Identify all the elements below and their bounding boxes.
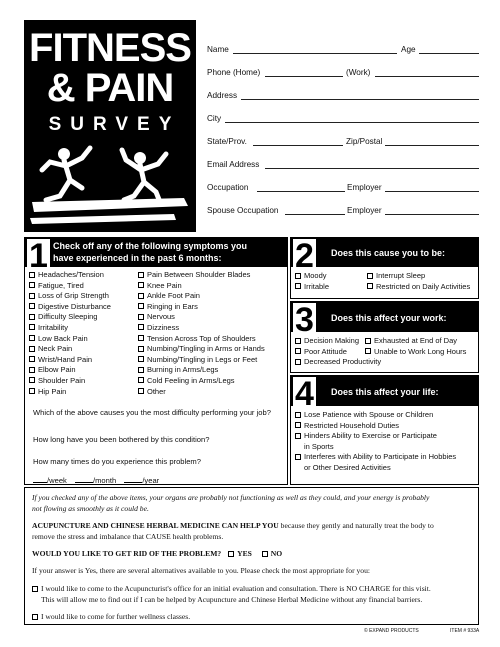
runners-illustration [24,140,196,232]
life-item: Restricted Household Duties [295,421,456,432]
checkbox[interactable] [367,283,373,289]
logo-title-fitness: FITNESS [29,26,191,70]
checkbox[interactable] [138,377,144,383]
address-row [207,90,479,102]
checkbox[interactable] [295,273,301,279]
section-2-header [291,237,478,275]
state-row [207,136,479,148]
checkbox[interactable] [138,367,144,373]
address-field[interactable] [241,99,479,100]
section-1-title-line1: Check off any of the following symptoms you [53,241,248,251]
acupuncture-offer-box [24,487,479,625]
symptom-item: Headaches/Tension [29,270,111,281]
logo-title-survey: SURVEY [48,114,181,135]
symptom-item: Numbing/Tingling in Arms or Hands [138,344,265,355]
checkbox[interactable] [29,356,35,362]
life-item: Interferes with Ability to Participate in Hobbies [295,452,456,463]
checkbox[interactable] [138,356,144,362]
symptom-item: Difficulty Sleeping [29,312,111,323]
checkbox[interactable] [295,359,301,365]
checkbox[interactable] [29,388,35,394]
section-1-symptoms [24,237,288,485]
life-item-continued: in Sports [304,441,334,451]
checkbox[interactable] [295,454,301,460]
spouse-employer-field[interactable] [385,214,479,215]
symptom-item: Other [138,387,265,398]
week-label: /week [47,476,67,485]
symptom-item: Cold Feeling in Arms/Legs [138,376,265,387]
mood-list-col2 [367,271,470,292]
city-row [207,113,479,125]
section-3-work [290,301,479,373]
work-row-2: Poor Attitude Unable to Work Long Hours [295,347,466,358]
symptom-item: Knee Pain [138,281,265,292]
consultation-checkbox[interactable] [32,586,38,592]
year-label: /year [142,476,160,485]
checkbox[interactable] [295,338,301,344]
city-field[interactable] [225,122,479,123]
checkbox[interactable] [367,273,373,279]
checkbox[interactable] [295,433,301,439]
survey-logo [24,20,196,232]
checkbox[interactable] [295,348,301,354]
life-item-continued: or Other Desired Activities [304,462,391,472]
checkbox[interactable] [138,324,144,330]
section-2-number: 2 [295,237,314,275]
spouse-occupation-label: Spouse Occupation [207,206,279,215]
checkbox[interactable] [29,335,35,341]
question-how-many: How many times do you experience this problem? [33,457,201,466]
section-4-header [291,375,478,413]
occupation-row [207,182,479,194]
checkbox[interactable] [138,282,144,288]
checkbox[interactable] [138,303,144,309]
month-label: /month [92,476,117,485]
no-checkbox[interactable] [262,551,268,557]
mood-item: Moody [295,271,329,282]
spouse-occupation-field[interactable] [285,214,345,215]
mood-item: Interrupt Sleep [367,271,470,282]
checkbox[interactable] [365,338,371,344]
phone-home-label: Phone (Home) [207,68,261,77]
state-field[interactable] [253,145,343,146]
intro-line-1: If you checked any of the above items, your organs are probably not functioning as well as they could, and your energy is probably [32,493,430,502]
checkbox[interactable] [29,377,35,383]
symptom-item: Ringing in Ears [138,302,265,313]
postal-field[interactable] [385,145,479,146]
checkbox[interactable] [29,314,35,320]
checkbox[interactable] [138,335,144,341]
mood-item: Irritable [295,282,329,293]
work-row-1: Decision Making Exhausted at End of Day [295,336,466,347]
symptom-item: Ankle Foot Pain [138,291,265,302]
logo-title-pain: & PAIN [46,66,174,110]
checkbox[interactable] [138,346,144,352]
week-field[interactable] [33,482,47,483]
yes-no-question: WOULD YOU LIKE TO GET RID OF THE PROBLEM? YES NO [32,549,283,558]
email-field[interactable] [265,168,479,169]
acupuncture-line-2: remove the stress and imbalance that CAUSE health problems. [32,532,224,541]
name-row [207,44,479,56]
mood-list-col1 [295,271,329,292]
symptom-item: Wrist/Hand Pain [29,355,111,366]
address-label: Address [207,91,238,100]
symptom-item: Nervous [138,312,265,323]
symptom-item: Irritability [29,323,111,334]
life-item: Hinders Ability to Exercise or Participate [295,431,456,442]
symptom-item: Digestive Disturbance [29,302,111,313]
item-number: ITEM # 933A [450,628,480,634]
section-3-title: Does this affect your work: [331,313,447,323]
phone-work-field[interactable] [375,76,479,77]
symptom-item: Fatigue, Tired [29,281,111,292]
intro-line-2: not flowing as smoothly as it could be. [32,504,149,513]
symptom-item: Pain Between Shoulder Blades [138,270,265,281]
symptom-item: Numbing/Tingling in Legs or Feet [138,355,265,366]
employer-label: Employer [347,183,382,192]
section-2-title: Does this cause you to be: [331,248,446,258]
checkbox[interactable] [138,293,144,299]
section-2-mood [290,237,479,299]
checkbox[interactable] [29,367,35,373]
section-3-number: 3 [295,301,314,339]
state-label: State/Prov. [207,137,247,146]
symptom-item: Burning in Arms/Legs [138,365,265,376]
symptom-item: Neck Pain [29,344,111,355]
section-4-number: 4 [295,375,314,413]
life-item: Lose Patience with Spouse or Children [295,410,456,421]
phone-work-label: (Work) [346,68,371,77]
symptom-item: Hip Pain [29,387,111,398]
email-row [207,159,479,171]
employer-field[interactable] [385,191,479,192]
phone-row [207,67,479,79]
checkbox[interactable] [295,422,301,428]
section-4-life [290,375,479,485]
checkbox[interactable] [138,388,144,394]
age-label: Age [401,45,416,54]
spouse-row [207,205,479,217]
occupation-label: Occupation [207,183,249,192]
option-consultation-line-1: I would like to come to the Acupuncturist's office for an initial evaluation and consultation. There is NO CHARGE for this visit. [32,584,431,594]
copyright-text: © EXPAND PRODUCTS [364,628,419,634]
acupuncture-line-1: ACUPUNCTURE AND CHINESE HERBAL MEDICINE CAN HELP YOU because they gently and naturally treat the body to [32,521,434,530]
section-3-header [291,301,478,339]
question-how-long: How long have you been bothered by this condition? [33,435,210,444]
postal-label: Zip/Postal [346,137,383,146]
age-field[interactable] [419,53,479,54]
life-list [295,410,456,474]
symptom-item: Loss of Grip Strength [29,291,111,302]
symptom-item: Shoulder Pain [29,376,111,387]
mood-item: Restricted on Daily Activities [367,282,470,293]
alternatives-intro: If your answer is Yes, there are several alternatives available to you. Please check the most appropriate for you: [32,566,371,575]
symptom-item: Elbow Pain [29,365,111,376]
symptom-list-col2 [138,270,265,397]
year-field[interactable] [124,482,142,483]
option-consultation-line-2: This will allow me to find out if I can be helped by Acupuncture and Chinese Herbal Medicine without any financial barriers. [41,595,423,604]
checkbox[interactable] [295,412,301,418]
checkbox[interactable] [138,314,144,320]
name-field[interactable] [233,53,397,54]
section-1-title-line2: have experienced in the past 6 months: [53,253,222,263]
name-label: Name [207,45,229,54]
yes-checkbox[interactable] [228,551,234,557]
checkbox[interactable] [29,346,35,352]
section-4-title: Does this affect your life: [331,387,439,397]
city-label: City [207,114,222,123]
checkbox[interactable] [295,283,301,289]
checkbox[interactable] [29,272,35,278]
option-classes: I would like to come for further wellness classes. [32,612,190,622]
symptom-list-col1 [29,270,111,397]
phone-home-field[interactable] [265,76,343,77]
question-most-difficulty: Which of the above causes you the most difficulty performing your job? [33,408,271,417]
checkbox[interactable] [138,272,144,278]
checkbox[interactable] [365,348,371,354]
checkbox[interactable] [29,303,35,309]
work-row-3: Decreased Productivity [295,357,466,368]
checkbox[interactable] [29,324,35,330]
spouse-employer-label: Employer [347,206,382,215]
work-list [295,336,466,368]
symptom-item: Tension Across Top of Shoulders [138,334,265,345]
symptom-item: Low Back Pain [29,334,111,345]
symptom-item: Dizziness [138,323,265,334]
month-field[interactable] [75,482,93,483]
section-1-number: 1 [29,237,48,275]
email-label: Email Address [207,160,260,169]
checkbox[interactable] [29,282,35,288]
classes-checkbox[interactable] [32,614,38,620]
occupation-field[interactable] [257,191,345,192]
frequency-row [33,476,159,485]
checkbox[interactable] [29,293,35,299]
